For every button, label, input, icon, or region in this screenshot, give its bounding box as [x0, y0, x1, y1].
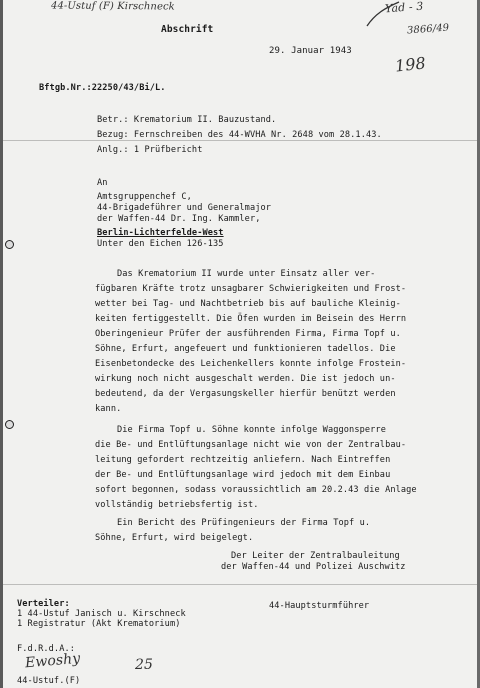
abschrift-heading: Abschrift [161, 24, 214, 35]
punch-hole [5, 240, 14, 249]
body-line: wetter bei Tag- und Nachtbetrieb bis auf bauliche Kleinig- [95, 299, 401, 309]
archive-mark: Yad - 3 [384, 0, 424, 16]
page-mark: 25 [135, 657, 154, 673]
address-street: Unter den Eichen 126-135 [97, 239, 224, 249]
distribution-item: 1 Registratur (Akt Krematorium) [17, 619, 181, 629]
top-handwritten-note: 44-Ustuf (F) Kirschneck [50, 0, 175, 13]
body-line: Oberingenieur Prüfer der ausführenden Firma, Firma Topf u. [95, 329, 401, 339]
body-line: Eisenbetondecke des Leichenkellers konnte infolge Frostein- [95, 359, 407, 369]
letter-date: 29. Januar 1943 [269, 46, 352, 56]
body-line: bedeutend, da der Vergasungskeller hierfür benützt werden [95, 389, 396, 399]
reference-line: Bezug: Fernschreiben des 44-WVHA Nr. 2648 vom 28.1.43. [97, 130, 382, 140]
signature-title: Der Leiter der Zentralbauleitung [231, 551, 400, 561]
pen-stroke [363, 0, 403, 30]
body-line: Söhne, Erfurt, angefeuert und funktionieren tadellos. Die [95, 344, 396, 354]
body-line: fügbaren Kräfte trotz unsagbarer Schwierigkeiten und Frost- [95, 284, 407, 294]
distribution-title: Verteiler: [17, 599, 70, 609]
body-line: der Be- und Entlüftungsanlage wird jedoch mit dem Einbau [95, 470, 391, 480]
fold-line [3, 140, 477, 141]
signature-title: der Waffen-44 und Polizei Auschwitz [221, 562, 406, 572]
body-line: Das Krematorium II wurde unter Einsatz aller ver- [117, 269, 376, 279]
address-line: der Waffen-44 Dr. Ing. Kammler, [97, 214, 261, 224]
body-line: Söhne, Erfurt, wird beigelegt. [95, 533, 254, 543]
body-line: keiten fertiggestellt. Die Öfen wurden im Beisein des Herrn [95, 314, 407, 324]
body-line: kann. [95, 404, 122, 414]
address-line: Amtsgruppenchef C, [97, 192, 192, 202]
body-line: wirkung noch nicht ausgeschalt werden. Die ist jedoch un- [95, 374, 396, 384]
address-line: 44-Brigadeführer und Generalmajor [97, 203, 272, 213]
body-line: Ein Bericht des Prüfingenieurs der Firma Topf u. [117, 518, 371, 528]
certification-label: F.d.R.d.A.: [17, 644, 76, 654]
page-number-stamp: 198 [394, 53, 427, 76]
address-city: Berlin-Lichterfelde-West [97, 228, 224, 238]
signature-rank: 44-Hauptsturmführer [269, 601, 370, 611]
distribution-item: 1 44-Ustuf Janisch u. Kirschneck [17, 609, 186, 619]
handwritten-initials: Ewoshy [24, 650, 81, 672]
archive-reference: 3866/49 [406, 22, 450, 37]
punch-hole [5, 420, 14, 429]
attachment-line: Anlg.: 1 Prüfbericht [97, 145, 203, 155]
certifier-rank: 44-Ustuf.(F) [17, 676, 81, 686]
body-line: die Be- und Entlüftungsanlage nicht wie von der Zentralbau- [95, 440, 407, 450]
body-line: leitung gefordert rechtzeitig anliefern. Nach Eintreffen [95, 455, 391, 465]
address-to: An [97, 178, 108, 188]
body-line: sofort begonnen, sodass voraussichtlich am 20.2.43 die Anlage [95, 485, 417, 495]
reference-number: Bftgb.Nr.:22250/43/Bi/L. [39, 83, 166, 93]
fold-line [3, 584, 477, 585]
body-line: vollständig betriebsfertig ist. [95, 500, 259, 510]
subject-line: Betr.: Krematorium II. Bauzustand. [97, 115, 277, 125]
body-line: Die Firma Topf u. Söhne konnte infolge Waggonsperre [117, 425, 386, 435]
